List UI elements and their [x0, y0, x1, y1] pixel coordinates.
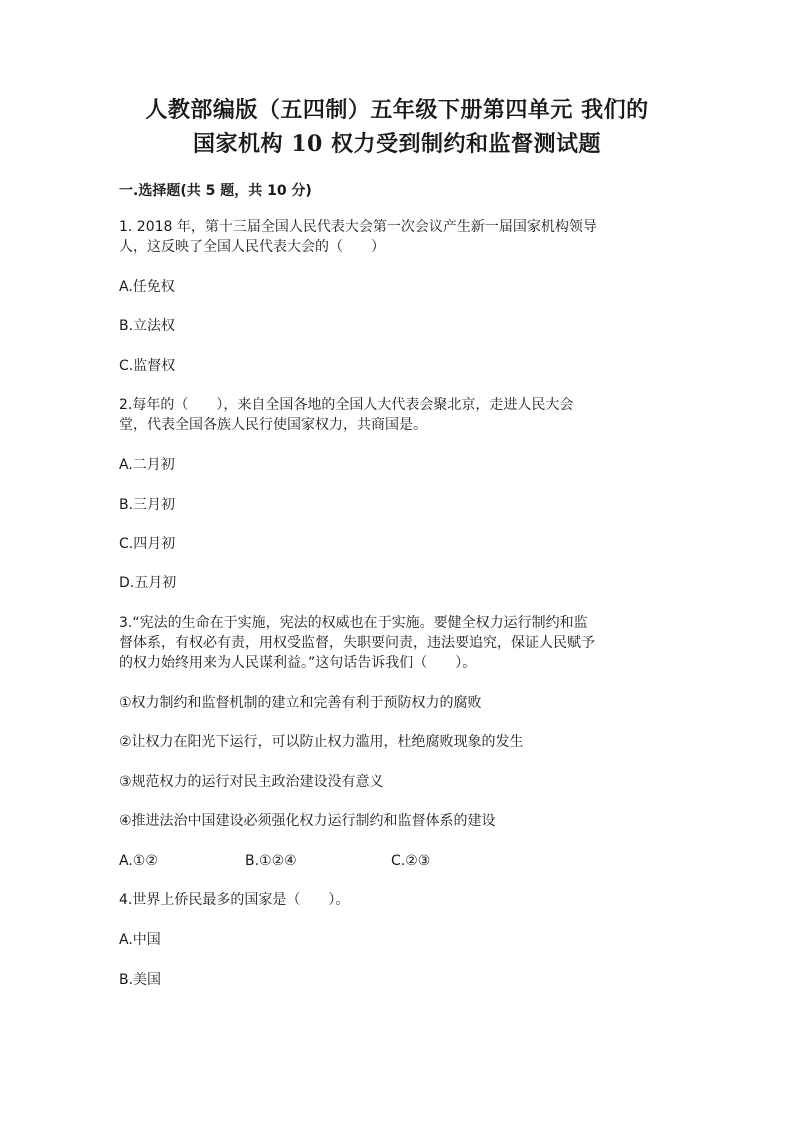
question-4-option-b: B.美国 — [119, 972, 162, 988]
section-heading: 一.选择题(共 5 题，共 10 分) — [119, 183, 312, 199]
question-1-stem-line-1: 1. 2018 年，第十三届全国人民代表大会第一次会议产生新一届国家机构领导 — [119, 219, 597, 235]
question-2-option-c: C.四月初 — [119, 536, 176, 552]
question-3-statement-4: ④推进法治中国建设必须强化权力运行制约和监督体系的建设 — [119, 813, 496, 829]
question-3-statement-1: ①权力制约和监督机制的建立和完善有利于预防权力的腐败 — [119, 695, 482, 711]
question-1-stem-line-2: 人，这反映了全国人民代表大会的（ ） — [119, 239, 385, 255]
question-3-stem-line-1: 3.“宪法的生命在于实施，宪法的权威也在于实施。要健全权力运行制约和监 — [119, 615, 588, 631]
question-3-option-a: A.①② — [119, 853, 158, 869]
question-3-option-c: C.②③ — [391, 853, 431, 869]
question-1-option-c: C.监督权 — [119, 358, 176, 374]
question-3-statement-2: ②让权力在阳光下运行，可以防止权力滥用，杜绝腐败现象的发生 — [119, 734, 524, 750]
question-2-option-b: B.三月初 — [119, 497, 176, 513]
question-3-options-row — [119, 851, 674, 871]
title-line-1: 人教部编版（五四制）五年级下册第四单元 我们的 — [145, 97, 649, 123]
question-1-option-a: A.任免权 — [119, 279, 175, 295]
question-3-statement-3: ③规范权力的运行对民主政治建设没有意义 — [119, 774, 384, 790]
question-1-option-b: B.立法权 — [119, 318, 176, 334]
question-2-option-a: A.二月初 — [119, 457, 175, 473]
question-4-stem-line-1: 4.世界上侨民最多的国家是（ ）。 — [119, 892, 350, 908]
question-4-option-a: A.中国 — [119, 932, 161, 948]
question-2-stem-line-2: 堂，代表全国各族人民行使国家权力，共商国是。 — [119, 417, 427, 433]
question-2-option-d: D.五月初 — [119, 575, 177, 591]
question-3-option-b: B.①②④ — [245, 853, 297, 869]
title-line-2: 国家机构 10 权力受到制约和监督测试题 — [193, 131, 601, 157]
question-2-stem-line-1: 2.每年的（ ），来自全国各地的全国人大代表会聚北京，走进人民大会 — [119, 397, 574, 413]
question-3-stem-line-3: 的权力始终用来为人民谋利益。”这句话告诉我们（ ）。 — [119, 655, 477, 671]
document-title — [100, 93, 694, 161]
question-3-stem-line-2: 督体系，有权必有责，用权受监督，失职要问责，违法要追究，保证人民赋予 — [119, 635, 595, 651]
